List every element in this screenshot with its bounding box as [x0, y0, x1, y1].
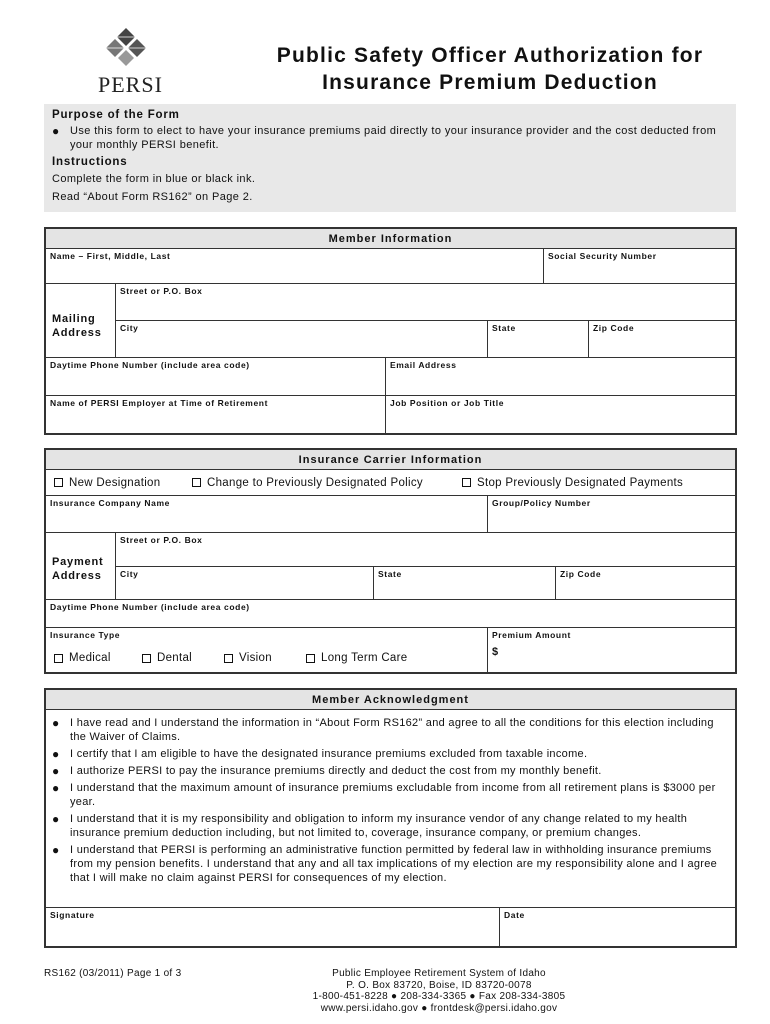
mailing-label-1: Mailing — [52, 313, 96, 325]
signature-row — [46, 908, 735, 946]
phone-label: Daytime Phone Number (include area code) — [50, 360, 250, 370]
phone-email-row — [46, 358, 735, 396]
title-line-2: Insurance Premium Deduction — [322, 71, 658, 94]
form-id: RS162 (03/2011) Page 1 of 3 — [44, 968, 182, 979]
change-policy-label: Change to Previously Designated Policy — [207, 476, 423, 489]
name-field[interactable] — [46, 249, 544, 283]
member-information-section — [44, 227, 737, 435]
purpose-heading: Purpose of the Form — [52, 109, 180, 121]
ack-item — [52, 764, 729, 778]
checkbox-icon — [306, 654, 315, 663]
payment-label-2: Address — [52, 570, 102, 582]
premium-amount-field[interactable] — [488, 628, 735, 672]
ack-item — [52, 812, 729, 840]
company-row — [46, 496, 735, 533]
checkbox-icon — [142, 654, 151, 663]
ack-item-text: I have read and I understand the information in “About Form RS162” and agree to all the conditions for this election including the Waiver of Claims. — [70, 717, 714, 743]
group-policy-field[interactable] — [488, 496, 735, 532]
ssn-field[interactable] — [544, 249, 735, 283]
email-field[interactable] — [386, 358, 735, 395]
payment-city-label: City — [120, 569, 139, 579]
payment-zip-field[interactable] — [556, 567, 735, 599]
member-info-heading: Member Information — [46, 229, 735, 249]
name-label: Name – First, Middle, Last — [50, 251, 171, 261]
bullet-icon: ● — [52, 716, 60, 730]
persi-logo — [90, 28, 176, 96]
street-label: Street or P.O. Box — [120, 286, 203, 296]
bullet-icon: ● — [52, 764, 60, 778]
new-designation-checkbox[interactable] — [54, 477, 192, 489]
carrier-phone-label: Daytime Phone Number (include area code) — [50, 602, 250, 612]
medical-checkbox[interactable] — [54, 652, 142, 664]
org-contact — [194, 968, 684, 1014]
employer-field[interactable] — [46, 396, 386, 433]
carrier-phone-row — [46, 600, 735, 628]
group-label: Group/Policy Number — [492, 498, 591, 508]
ack-heading: Member Acknowledgment — [46, 690, 735, 710]
job-title-field[interactable] — [386, 396, 735, 433]
title-line-1: Public Safety Officer Authorization for — [276, 44, 704, 67]
checkbox-icon — [224, 654, 233, 663]
mailing-city-row — [116, 321, 735, 357]
purpose-bullet-text: Use this form to elect to have your insurance premiums paid directly to your insurance provider and the cost deducted from your monthly PERSI benefit. — [70, 125, 717, 151]
ack-item — [52, 843, 729, 885]
email-label: Email Address — [390, 360, 457, 370]
org-phones: 1-800-451-8228 ● 208-334-3365 ● Fax 208-334-3805 — [312, 991, 566, 1002]
org-web: www.persi.idaho.gov ● frontdesk@persi.idaho.gov — [320, 1002, 558, 1014]
ack-list — [46, 710, 735, 908]
new-designation-label: New Designation — [69, 476, 161, 489]
mailing-state-field[interactable] — [488, 321, 589, 357]
org-name: Public Employee Retirement System of Idaho — [332, 968, 546, 979]
ack-item-text: I understand that PERSI is performing an administrative function permitted by federal law in withholding insurance premiums from my pension benefits. I understand that any and all tax implications of my election are my responsibility alone and I agree that I will make no claim against PERSI for consequences of my election. — [70, 844, 718, 884]
vision-checkbox[interactable] — [224, 652, 306, 664]
ack-item — [52, 781, 729, 809]
payment-state-label: State — [378, 569, 402, 579]
mailing-address-label-cell — [46, 284, 116, 357]
stop-payments-checkbox[interactable] — [462, 477, 683, 489]
purpose-bullet — [52, 124, 728, 152]
company-label: Insurance Company Name — [50, 498, 170, 508]
designation-options-row — [46, 470, 735, 496]
org-address: P. O. Box 83720, Boise, ID 83720-0078 — [346, 979, 532, 991]
mailing-street-field[interactable] — [116, 284, 735, 321]
mailing-label-2: Address — [52, 327, 102, 339]
vision-label: Vision — [239, 652, 272, 664]
date-field[interactable] — [500, 908, 735, 946]
payment-state-field[interactable] — [374, 567, 556, 599]
bullet-icon: ● — [52, 747, 60, 761]
dollar-sign: $ — [492, 646, 499, 658]
mailing-zip-field[interactable] — [589, 321, 735, 357]
purpose-box — [44, 104, 736, 212]
payment-label-1: Payment — [52, 556, 104, 568]
long-term-care-checkbox[interactable] — [306, 652, 407, 664]
ssn-label: Social Security Number — [548, 251, 657, 261]
mailing-address-row — [46, 284, 735, 358]
instructions-heading: Instructions — [52, 156, 128, 168]
signature-label: Signature — [50, 910, 95, 920]
payment-city-field[interactable] — [116, 567, 374, 599]
payment-street-label: Street or P.O. Box — [120, 535, 203, 545]
payment-street-field[interactable] — [116, 533, 735, 567]
name-row — [46, 249, 735, 284]
payment-zip-label: Zip Code — [560, 569, 602, 579]
payment-address-row — [46, 533, 735, 600]
ack-item-text: I certify that I am eligible to have the designated insurance premiums excluded from taxable income. — [70, 748, 588, 760]
state-label: State — [492, 323, 516, 333]
insurance-type-cell — [46, 628, 488, 672]
type-label: Insurance Type — [50, 630, 121, 640]
instructions-line-2: Read “About Form RS162” on Page 2. — [52, 191, 253, 203]
insurance-carrier-section — [44, 448, 737, 674]
checkbox-icon — [462, 478, 471, 487]
ack-item-text: I authorize PERSI to pay the insurance premiums directly and deduct the cost from my monthly benefit. — [70, 765, 602, 777]
instructions-line-1: Complete the form in blue or black ink. — [52, 173, 256, 185]
city-label: City — [120, 323, 139, 333]
long-term-care-label: Long Term Care — [321, 652, 408, 664]
ack-item-text: I understand that it is my responsibility and obligation to inform my insurance vendor of any change related to my health insurance premium deduction including, but not limited to, coverage, insurance company, or premium changes. — [70, 813, 688, 839]
mailing-city-field[interactable] — [116, 321, 488, 357]
phone-field[interactable] — [46, 358, 386, 395]
employer-row — [46, 396, 735, 433]
dental-checkbox[interactable] — [142, 652, 224, 664]
bullet-icon: ● — [52, 843, 60, 857]
insurance-type-row — [46, 628, 735, 672]
signature-field[interactable] — [46, 908, 500, 946]
ack-item — [52, 716, 729, 744]
logo-text: PERSI — [98, 72, 163, 97]
zip-label: Zip Code — [593, 323, 635, 333]
carrier-phone-field[interactable] — [46, 600, 735, 627]
premium-label: Premium Amount — [492, 630, 571, 640]
bullet-icon: ● — [52, 124, 60, 138]
persi-diamond-logo-icon — [98, 28, 154, 72]
bullet-icon: ● — [52, 781, 60, 795]
form-title — [240, 42, 740, 96]
payment-city-row — [116, 567, 735, 599]
employer-label: Name of PERSI Employer at Time of Retirement — [50, 398, 269, 408]
checkbox-icon — [54, 478, 63, 487]
checkbox-icon — [192, 478, 201, 487]
carrier-info-heading: Insurance Carrier Information — [46, 450, 735, 470]
insurance-company-field[interactable] — [46, 496, 488, 532]
medical-label: Medical — [69, 652, 111, 664]
dental-label: Dental — [157, 652, 193, 664]
job-label: Job Position or Job Title — [390, 398, 505, 408]
date-label: Date — [504, 910, 525, 920]
member-acknowledgment-section — [44, 688, 737, 948]
ack-item-text: I understand that the maximum amount of insurance premiums excludable from income from all retirement plans is $3000 per year. — [70, 782, 716, 808]
stop-payments-label: Stop Previously Designated Payments — [477, 476, 684, 489]
bullet-icon: ● — [52, 812, 60, 826]
ack-item — [52, 747, 729, 761]
change-policy-checkbox[interactable] — [192, 477, 462, 489]
checkbox-icon — [54, 654, 63, 663]
payment-address-label-cell — [46, 533, 116, 599]
